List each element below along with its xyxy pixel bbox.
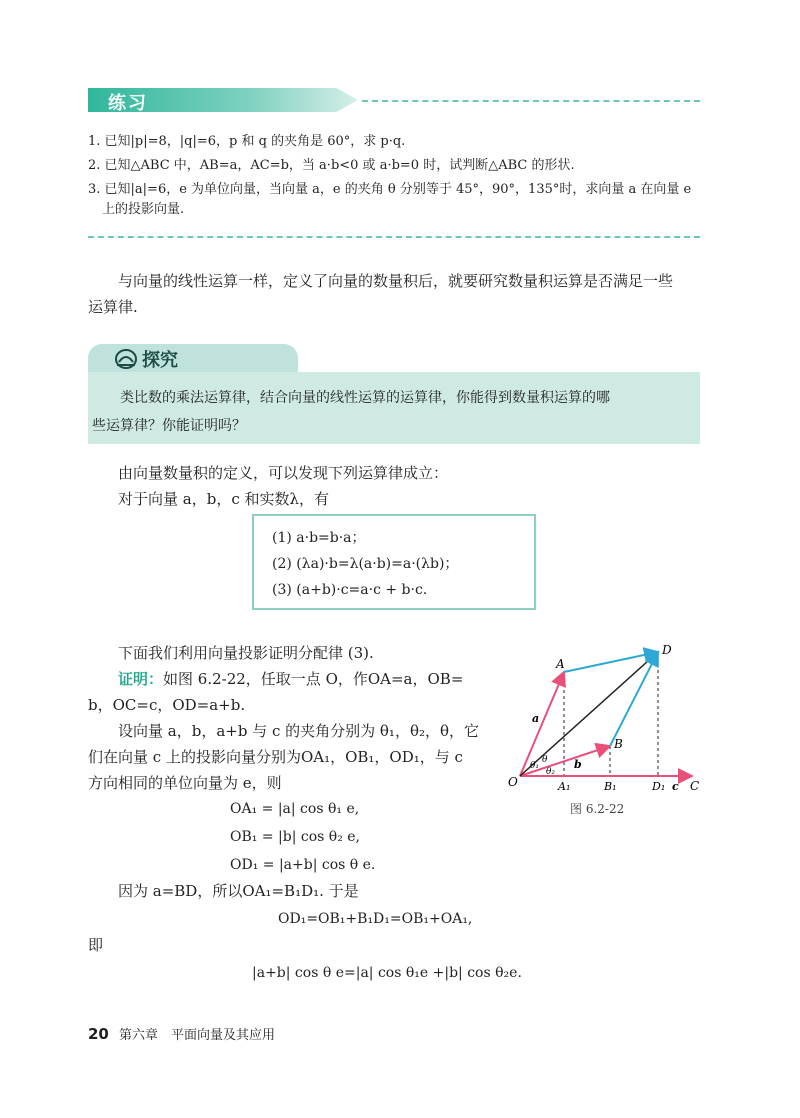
label-A1: A₁ — [558, 780, 571, 793]
proof-line-4: 们在向量 c 上的投影向量分别为OA₁，OB₁，OD₁，与 c — [88, 748, 463, 766]
label-theta1: θ₁ — [530, 761, 540, 771]
label-a: a — [532, 712, 540, 725]
exercise-item-3: 3. 已知|a|=6，e 为单位向量，当向量 a，e 的夹角 θ 分别等于 45°，90°，135°时，求向量 a 在向量 e — [88, 182, 692, 197]
bottom-dashed-divider — [88, 236, 700, 238]
intro-line-1: 与向量的线性运算一样，定义了向量的数量积后，就要研究数量积运算是否满足一些 — [118, 272, 674, 290]
proof-label: 证明： — [118, 670, 164, 688]
vector-BD — [610, 652, 658, 746]
label-D: D — [662, 643, 672, 657]
label-c: c — [672, 780, 679, 793]
exercise-item-1: 1. 已知|p|=8，|q|=6，p 和 q 的夹角是 60°，求 p·q. — [88, 134, 406, 149]
exercise-item-2: 2. 已知△ABC 中，AB=a，AC=b，当 a·b<0 或 a·b=0 时，试判断△ABC 的形状. — [88, 158, 575, 173]
label-O: O — [508, 775, 518, 789]
label-D1: D₁ — [652, 780, 666, 793]
figure-caption: 图 6.2-22 — [570, 802, 625, 816]
formula-od1: OD₁ = |a+b| cos θ e. — [230, 857, 376, 873]
proof-line-2: b，OC=c，OD=a+b. — [88, 696, 246, 714]
explore-icon — [114, 348, 138, 370]
explore-title: 探究 — [142, 350, 178, 371]
page-footer — [88, 1024, 275, 1043]
vector-AD — [564, 652, 658, 672]
proof-text-1: 如图 6.2-22，任取一点 O，作OA=a，OB= — [163, 670, 464, 688]
vector-figure — [500, 636, 710, 796]
formula-final: |a+b| cos θ e=|a| cos θ₁e +|b| cos θ₂e. — [252, 965, 522, 981]
label-A: A — [556, 657, 565, 671]
explore-line-1: 类比数的乘法运算律，结合向量的线性运算的运算律，你能得到数量积运算的哪 — [120, 390, 610, 406]
law-1: (1) a·b=b·a； — [272, 530, 366, 546]
explore-line-2: 些运算律？你能证明吗？ — [92, 418, 246, 434]
page-number: 20 — [88, 1025, 109, 1043]
label-C: C — [690, 779, 700, 793]
proof-lead: 下面我们利用向量投影证明分配律 (3). — [118, 644, 374, 662]
formula-ob1: OB₁ = |b| cos θ₂ e, — [230, 829, 360, 845]
label-b: b — [574, 758, 582, 771]
proof-line-5: 方向相同的单位向量为 e，则 — [88, 774, 282, 792]
label-B1: B₁ — [604, 780, 617, 793]
laws-intro-2: 对于向量 a，b，c 和实数λ，有 — [118, 490, 329, 508]
chapter-title: 第六章 平面向量及其应用 — [119, 1028, 276, 1043]
label-theta: θ — [542, 755, 548, 765]
top-dashed-divider — [362, 100, 700, 102]
label-B: B — [614, 737, 623, 751]
exercise-item-3-cont: 上的投影向量. — [102, 202, 185, 217]
exercise-title: 练习 — [108, 93, 148, 114]
intro-line-2: 运算律. — [88, 298, 138, 316]
proof-line-6: 因为 a=BD，所以OA₁=B₁D₁. 于是 — [118, 882, 359, 900]
proof-line-3: 设向量 a，b，a+b 与 c 的夹角分别为 θ₁，θ₂，θ，它 — [118, 722, 480, 740]
law-2: (2) (λa)·b=λ(a·b)=a·(λb)； — [272, 556, 459, 572]
label-theta2: θ₂ — [546, 767, 556, 777]
laws-intro-1: 由向量数量积的定义，可以发现下列运算律成立： — [118, 464, 449, 482]
law-3: (3) (a+b)·c=a·c + b·c. — [272, 582, 428, 598]
vector-a-plus-b — [520, 652, 658, 776]
proof-line-7: 即 — [88, 936, 104, 954]
formula-oa1: OA₁ = |a| cos θ₁ e, — [230, 801, 360, 817]
formula-sum: OD₁=OB₁+B₁D₁=OB₁+OA₁, — [278, 911, 473, 927]
